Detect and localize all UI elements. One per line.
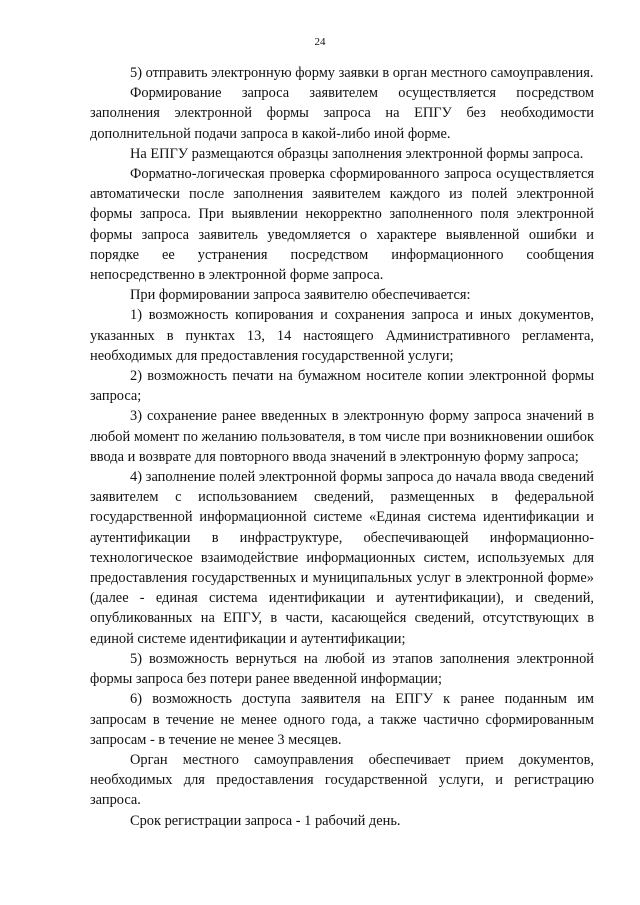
page-body (90, 63, 594, 831)
paragraph-submit-application: 5) отправить электронную форму заявки в орган местного самоуправления. (130, 65, 594, 81)
paragraph-provisions-intro: При формировании запроса заявителю обеспечивается: (130, 287, 471, 304)
list-item-5: 5) возможность вернуться на любой из этапов заполнения электронной формы запроса без потери ранее введенной информации; (90, 650, 594, 688)
paragraph-document-intake: Орган местного самоуправления обеспечивает прием документов, необходимых для предоставления государственной услуги, и регистрацию запроса. (90, 751, 594, 809)
paragraph-registration-term: Срок регистрации запроса - 1 рабочий день. (130, 812, 401, 829)
list-item-1: 1) возможность копирования и сохранения запроса и иных документов, указанных в пунктах 13, 14 настоящего Административного регламента, необходимых для предоставления государственной услуги; (90, 307, 594, 364)
paragraph-request-formation: Формирование запроса заявителем осуществляется посредством заполнения электронной формы запроса на ЕПГУ без необходимости дополнительной подачи запроса в какой-либо иной форме. (90, 85, 594, 142)
page-number: 24 (314, 36, 326, 48)
list-item-4: 4) заполнение полей электронной формы запроса до начала ввода сведений заявителем с использованием сведений, размещенных в федеральной государственной информационной системе «Единая система идентификации и аутентификации в инфраструктуре, обеспечивающей информационно-технологическое взаимодействие информационных систем, используемых для предоставления государственных и муниципальных услуг в электронной форме» (далее - единая система идентификации и аутентификации), и сведений, опубликованных на ЕПГУ, в части, касающейся сведений, отсутствующих в единой системе идентификации и аутентификации; (90, 469, 594, 647)
paragraph-format-check: Форматно-логическая проверка сформированного запроса осуществляется автоматически после заполнения заявителем каждого из полей электронной формы запроса. При выявлении некорректно заполненного поля электронной формы запроса заявитель уведомляется о характере выявленной ошибки и порядке ее устранения посредством информационного сообщения непосредственно в электронной форме запроса. (90, 166, 594, 284)
list-item-3: 3) сохранение ранее введенных в электронную форму запроса значений в любой момент по желанию пользователя, в том числе при возникновении ошибок ввода и возврате для повторного ввода значений в электронную форму запроса; (90, 408, 594, 465)
list-item-2: 2) возможность печати на бумажном носителе копии электронной формы запроса; (90, 368, 594, 405)
paragraph-form-samples: На ЕПГУ размещаются образцы заполнения электронной формы запроса. (130, 145, 584, 162)
list-item-6: 6) возможность доступа заявителя на ЕПГУ к ранее поданным им запросам в течение не менее одного года, а также частично сформированным запросам - в течение не менее 3 месяцев. (90, 691, 594, 748)
